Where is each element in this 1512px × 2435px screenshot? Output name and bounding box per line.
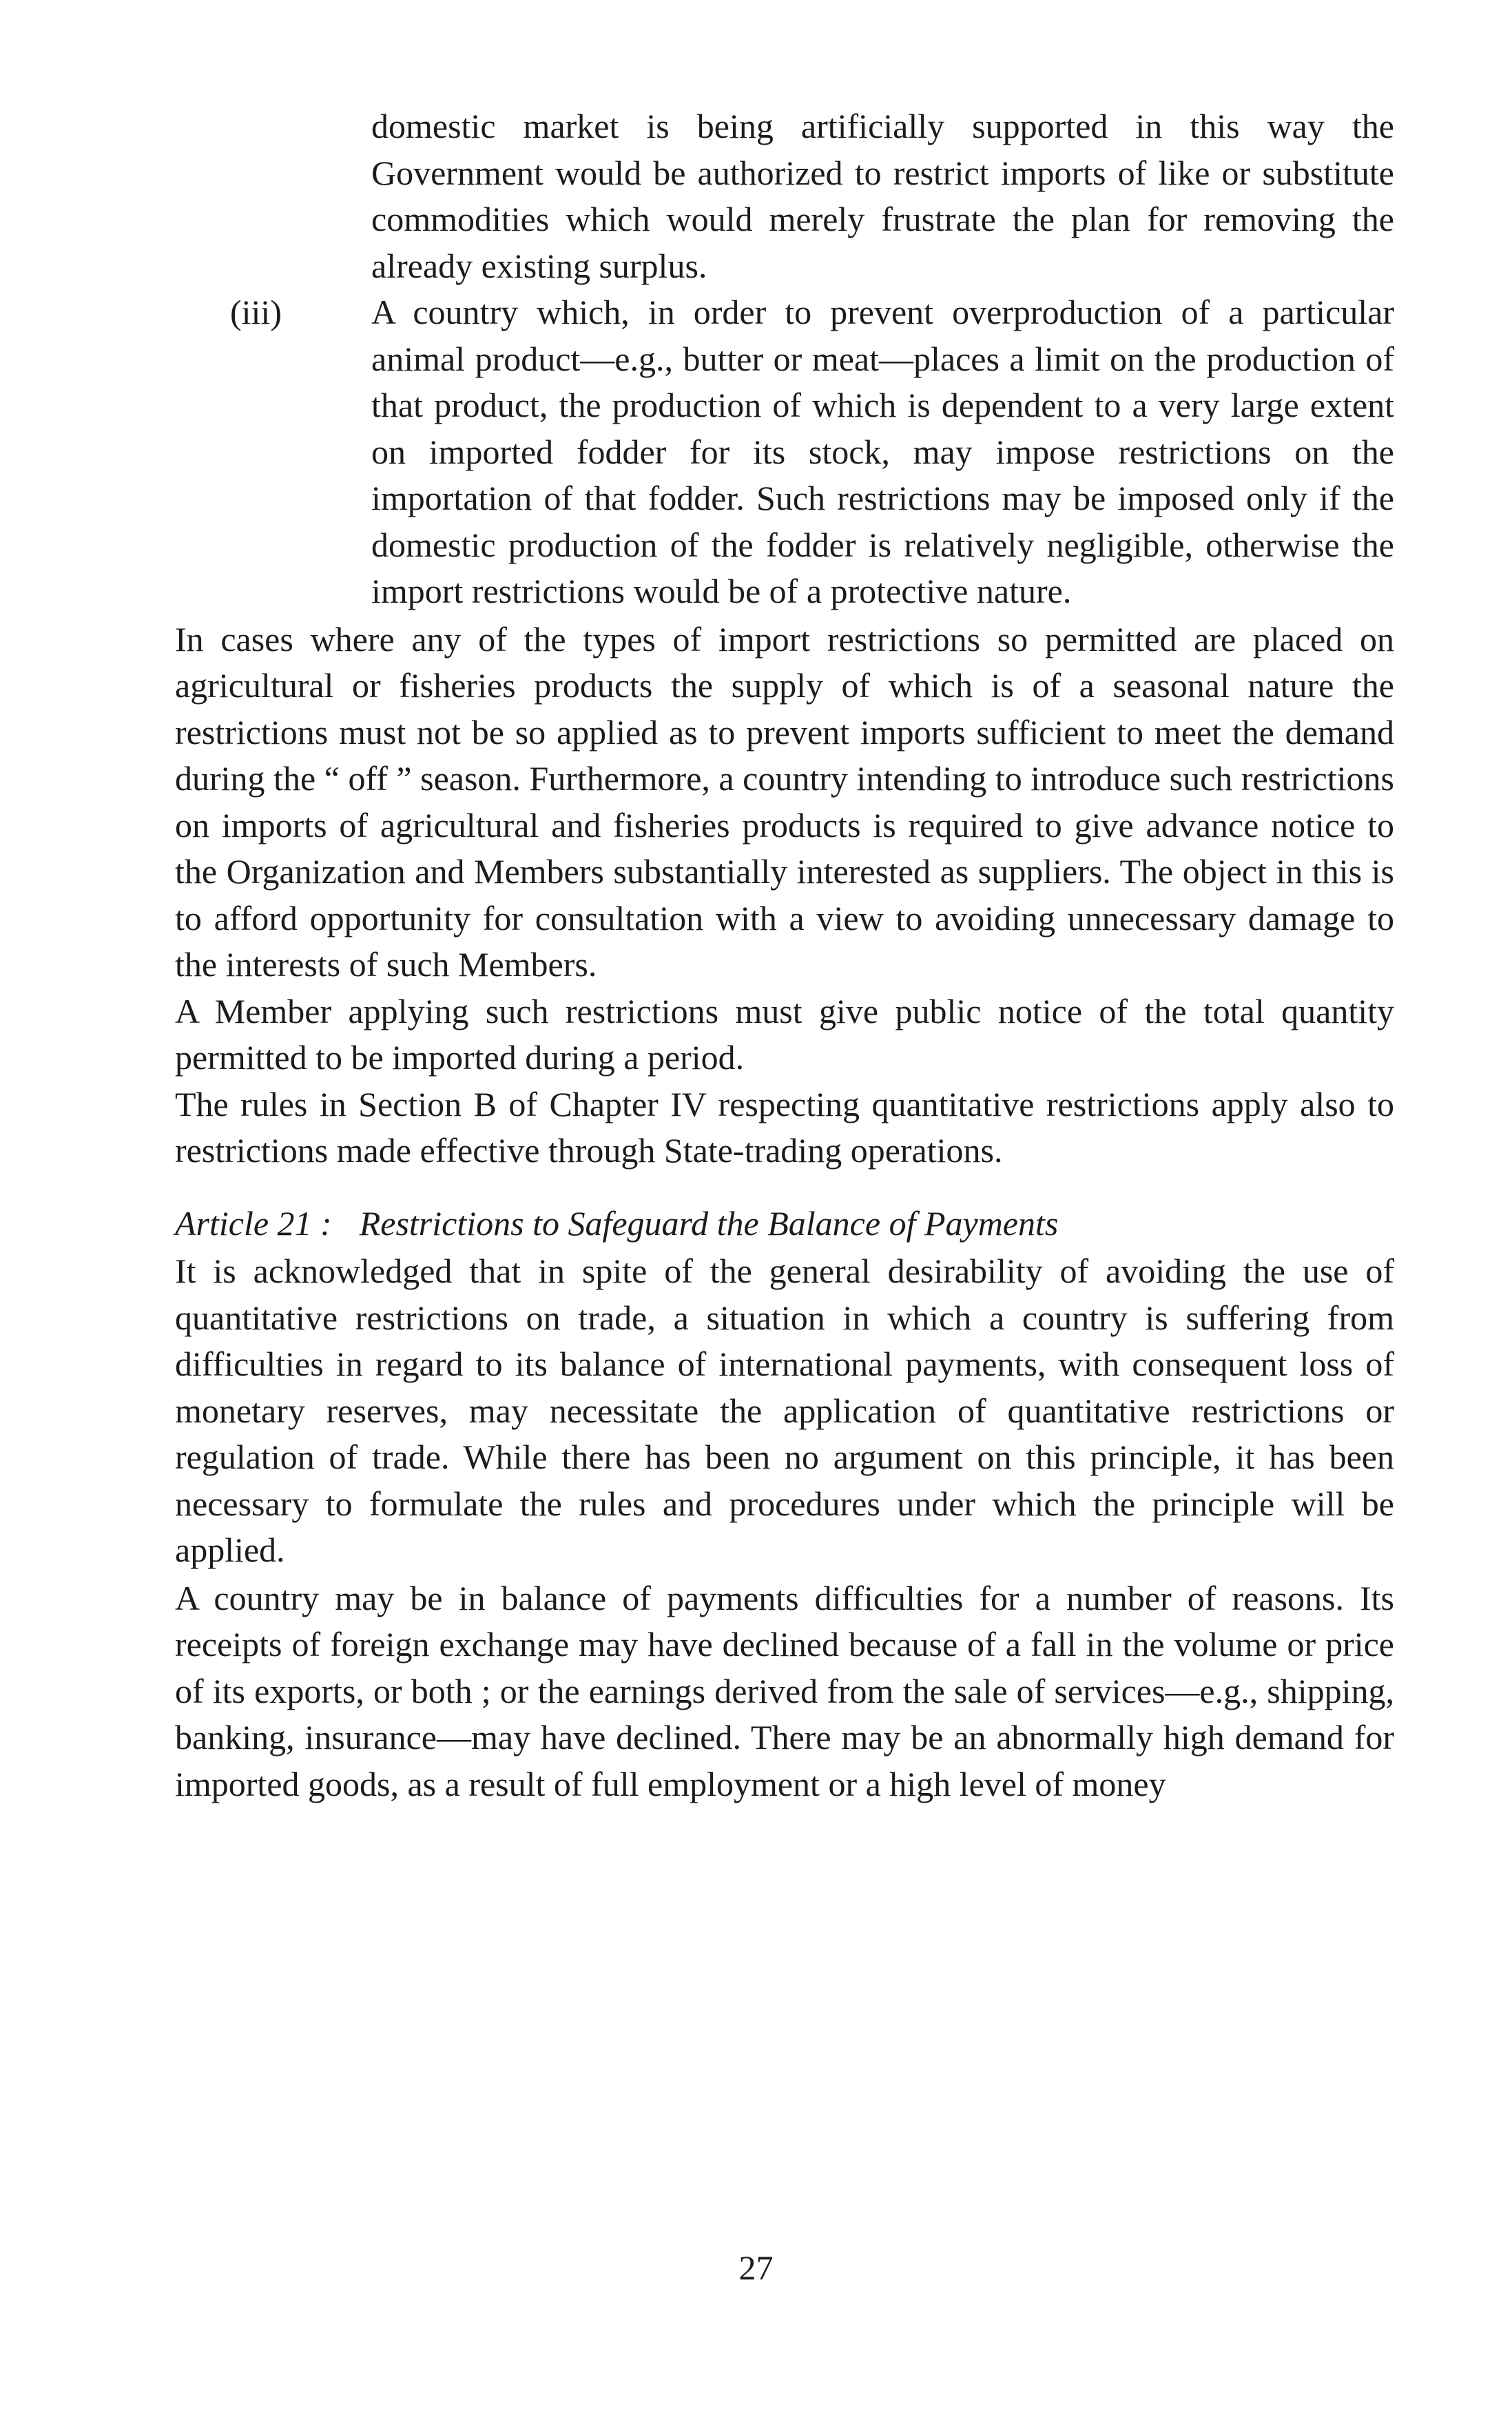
paragraph-state-trading: The rules in Section B of Chapter IV respecting quantitative restrictions apply also to restrictions made effective through State-trading operations. — [175, 1084, 1394, 1170]
page-number: 27 — [738, 2248, 774, 2287]
page-body — [175, 103, 1394, 1807]
list-item-text: A country which, in order to prevent overproduction of a particular animal product—e.g., butter or meat—places a limit on the production of that product, the production of which is dependent to a very large extent on imported fodder for its stock, may impose restrictions on the importation of that fodder. Such restrictions may be imposed only if the domestic production of the fodder is relatively negligible, otherwise the import restrictions would be of a protective nature. — [371, 293, 1394, 610]
article-title: Restrictions to Safeguard the Balance of Payments — [359, 1203, 1059, 1243]
article-number: Article 21 : — [175, 1203, 332, 1243]
list-item-number: (iii) — [230, 293, 282, 331]
continuation-paragraph: domestic market is being artificially supported in this way the Government would be authorized to restrict imports of like or substitute commodities which would merely frustrate the plan for removing the already existing surplus. — [371, 107, 1394, 285]
list-item-iii — [230, 289, 1394, 615]
paragraph-acknowledged: It is acknowledged that in spite of the general desirability of avoiding the use of quantitative restrictions on trade, a situation in which a country is suffering from difficulties in regard to its balance of international payments, with consequent loss of monetary reserves, may necessitate the application of quantitative restrictions or regulation of trade. While there has been no argument on this principle, it has been necessary to formulate the rules and procedures under which the principle will be applied. — [175, 1252, 1394, 1569]
paragraph-seasonal: In cases where any of the types of import restrictions so permitted are placed on agricultural or fisheries products the supply of which is of a seasonal nature the restrictions must not be so applied as to prevent imports sufficient to meet the demand during the “ off ” season. Furthermore, a country intending to introduce such restrictions on imports of agricultural and fisheries products is required to give advance notice to the Organization and Members substantially interested as suppliers. The object in this is to afford opportunity for consultation with a view to avoiding unnecessary damage to the interests of such Members. — [175, 619, 1394, 984]
paragraph-public-notice: A Member applying such restrictions must give public notice of the total quantity permitted to be imported during a period. — [175, 991, 1394, 1077]
article-heading — [175, 1201, 1394, 1247]
paragraph-reasons: A country may be in balance of payments difficulties for a number of reasons. Its receipts of foreign exchange may have declined because of a fall in the volume or price of its exports, or both ; or the earnings derived from the sale of services—e.g., shipping, banking, insurance—may have declined. There may be an abnormally high demand for imported goods, as a result of full employment or a high level of money — [175, 1578, 1394, 1803]
